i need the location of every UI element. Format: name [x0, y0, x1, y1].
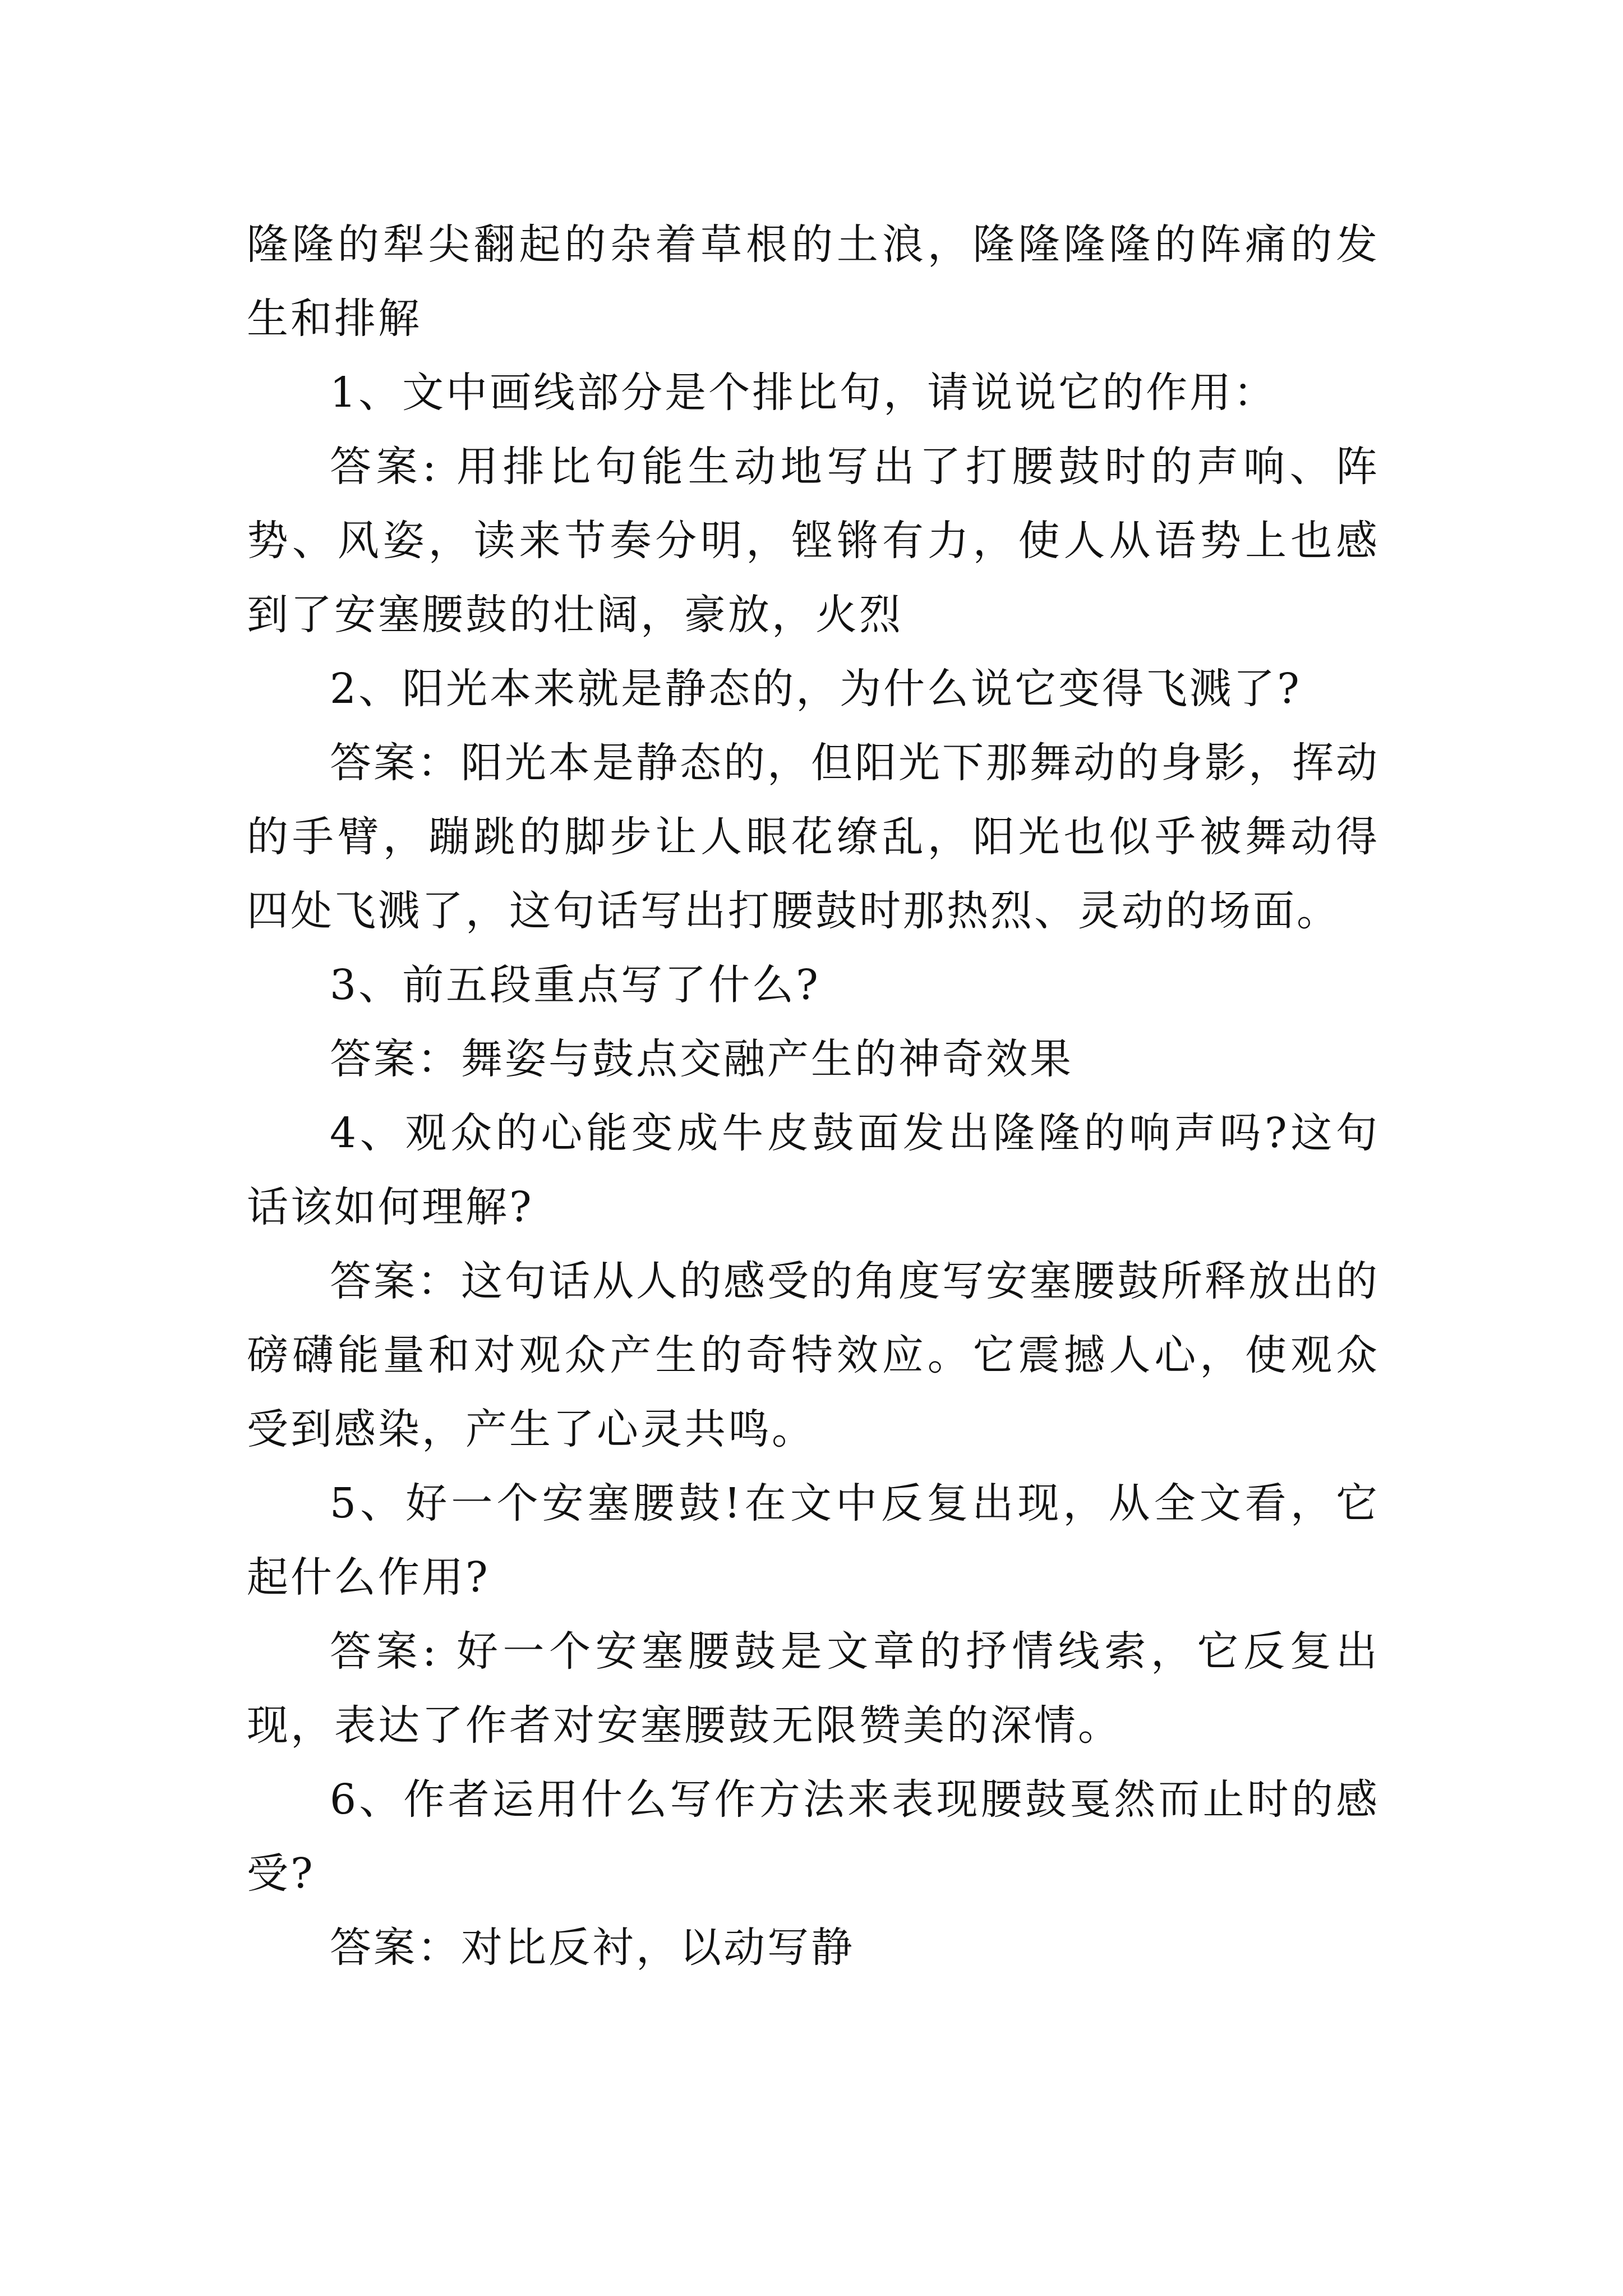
answer-2: 答案：阳光本是静态的，但阳光下那舞动的身影，挥动的手臂，蹦跳的脚步让人眼花缭乱，阳光也似乎被舞动得四处飞溅了，这句话写出打腰鼓时那热烈、灵动的场面。 — [247, 739, 1380, 935]
intro-paragraph: 隆隆的犁尖翻起的杂着草根的土浪，隆隆隆隆的阵痛的发生和排解 — [247, 220, 1380, 343]
answer-6: 答案：对比反衬，以动写静 — [330, 1924, 855, 1972]
document-body — [247, 208, 1380, 1985]
answer-1: 答案: 用排比句能生动地写出了打腰鼓时的声响、阵势、风姿，读来节奏分明，铿锵有力，使人从语势上也感到了安塞腰鼓的壮阔，豪放，火烈 — [247, 443, 1380, 639]
question-1: 1、文中画线部分是个排比句，请说说它的作用： — [330, 369, 1278, 417]
question-4: 4、观众的心能变成牛皮鼓面发出隆隆的响声吗?这句话该如何理解? — [247, 1109, 1380, 1231]
question-6: 6、作者运用什么写作方法来表现腰鼓戛然而止时的感受? — [247, 1775, 1380, 1898]
answer-4: 答案：这句话从人的感受的角度写安塞腰鼓所释放出的磅礴能量和对观众产生的奇特效应。它震撼人心，使观众受到感染，产生了心灵共鸣。 — [247, 1257, 1380, 1453]
answer-3: 答案：舞姿与鼓点交融产生的神奇效果 — [330, 1035, 1073, 1083]
answer-5: 答案: 好一个安塞腰鼓是文章的抒情线索，它反复出现，表达了作者对安塞腰鼓无限赞美的深情。 — [247, 1627, 1380, 1750]
question-3: 3、前五段重点写了什么? — [330, 961, 820, 1009]
question-2: 2、阳光本来就是静态的，为什么说它变得飞溅了? — [330, 665, 1302, 713]
question-5: 5、好一个安塞腰鼓!在文中反复出现，从全文看，它起什么作用? — [247, 1479, 1380, 1602]
